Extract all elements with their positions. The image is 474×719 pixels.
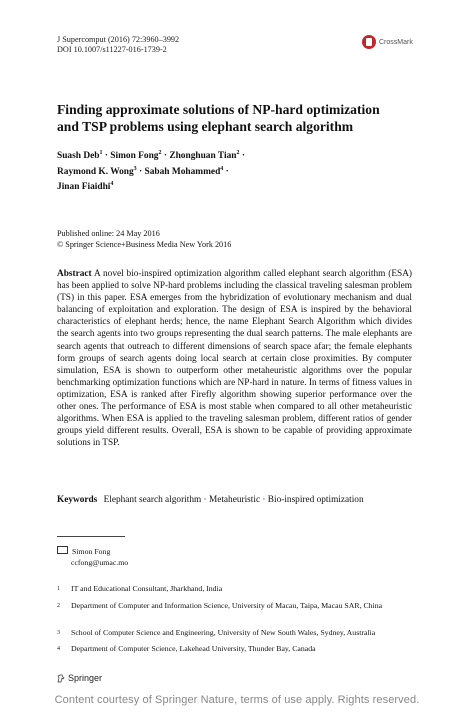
abstract — [57, 268, 412, 449]
author-name: Simon Fong — [110, 151, 159, 162]
keywords-label: Keywords — [57, 495, 98, 505]
affiliation-number: 1 — [57, 586, 60, 592]
affiliation-number: 4 — [57, 646, 60, 652]
affiliation-3 — [57, 628, 407, 638]
springer-horse-icon — [57, 674, 65, 683]
title-line-1: Finding approximate solutions of NP-hard optimization — [57, 102, 380, 117]
corresponding-name: Simon Fong — [72, 547, 111, 556]
corresponding-email[interactable]: ccfong@umac.mo — [71, 557, 129, 567]
author-affil-mark: 4 — [220, 165, 224, 172]
affiliation-4 — [57, 644, 407, 654]
copyright-notice: © Springer Science+Business Media New York 2016 — [57, 239, 232, 249]
author-affil-mark: 2 — [158, 150, 162, 156]
footnote-divider — [57, 536, 125, 537]
corresponding-author — [57, 546, 128, 568]
crossmark-badge[interactable] — [362, 34, 432, 50]
publisher-logo — [57, 673, 102, 683]
publisher-name: Springer — [68, 673, 103, 683]
affiliation-text: IT and Educational Consultant, Jharkhand, India — [71, 584, 223, 593]
affiliation-1 — [57, 584, 407, 594]
author-separator: · — [225, 166, 229, 177]
affiliation-number: 2 — [57, 603, 60, 609]
author-name: Jinan Fiaidhi — [57, 182, 111, 193]
author-separator: · — [139, 166, 143, 177]
abstract-text: A novel bio-inspired optimization algorithm called elephant search algorithm (ESA) has been applied to solve NP-hard problems including the classical traveling salesman problem (TS) in this paper. ESA emerges from the hybridization of evolutionary mechanism and dual balancing of exploitation and exploration. The design of ESA is inspired by the behavioral characteristics of elephant herds; hence, the name Elephant Search Algorithm which divides the search agents into two groups representing the dual search patterns. The male elephants are search agents that outreach to different dimensions of search space afar; the female elephants form groups of search agents doing local search at certain close proximities. By computer simulation, ESA is shown to outperform other metaheuristic algorithms over the popular benchmarking optimization functions which are NP-hard in nature. In terms of fitness values in optimization, ESA is ranked after Firefly algorithm showing superior performance over the other ones. The performance of ESA is most stable when compared to all other metaheuristic algorithms. When ESA is applied to the traveling salesman problem, different ratios of gender groups yield different results. Overall, ESA is shown to be capable of providing approximate solutions in TSP. — [57, 269, 413, 449]
envelope-icon — [57, 546, 68, 554]
author-name: Sabah Mohammed — [144, 166, 221, 177]
crossmark-icon — [362, 35, 376, 49]
author-name: Raymond K. Wong — [57, 166, 134, 177]
author-separator: · — [241, 151, 245, 162]
journal-citation: J Supercomput (2016) 72:3960–3992 — [57, 35, 180, 44]
publication-info — [57, 229, 231, 250]
courtesy-footer: Content courtesy of Springer Nature, terms of use apply. Rights reserved. — [54, 694, 420, 706]
affiliation-text: School of Computer Science and Engineering, University of New South Wales, Sydney, Australia — [71, 628, 376, 637]
affiliation-2 — [57, 601, 407, 611]
affiliation-number: 3 — [57, 630, 60, 636]
abstract-label: Abstract — [57, 269, 92, 279]
affiliation-text: Department of Computer Science, Lakehead University, Thunder Bay, Canada — [71, 644, 316, 653]
author-separator: · — [163, 151, 167, 162]
paper-title — [57, 101, 422, 135]
author-name: Zhonghuan Tian — [169, 151, 237, 162]
keywords — [57, 494, 417, 506]
doi[interactable]: DOI 10.1007/s11227-016-1739-2 — [57, 45, 167, 54]
author-list — [57, 147, 422, 194]
published-date: Published online: 24 May 2016 — [57, 229, 160, 238]
author-affil-mark: 2 — [236, 150, 240, 156]
crossmark-label: CrossMark — [379, 38, 413, 46]
keywords-text: Elephant search algorithm · Metaheuristic · Bio-inspired optimization — [103, 495, 364, 505]
title-line-2: and TSP problems using elephant search algorithm — [57, 119, 354, 134]
author-separator: · — [104, 151, 108, 162]
author-affil-mark: 4 — [110, 181, 114, 188]
affiliation-text: Department of Computer and Information Science, University of Macau, Taipa, Macau SAR, China — [71, 601, 383, 610]
author-affil-mark: 3 — [133, 165, 137, 172]
author-affil-mark: 1 — [99, 150, 103, 156]
author-name: Suash Deb — [57, 151, 100, 162]
